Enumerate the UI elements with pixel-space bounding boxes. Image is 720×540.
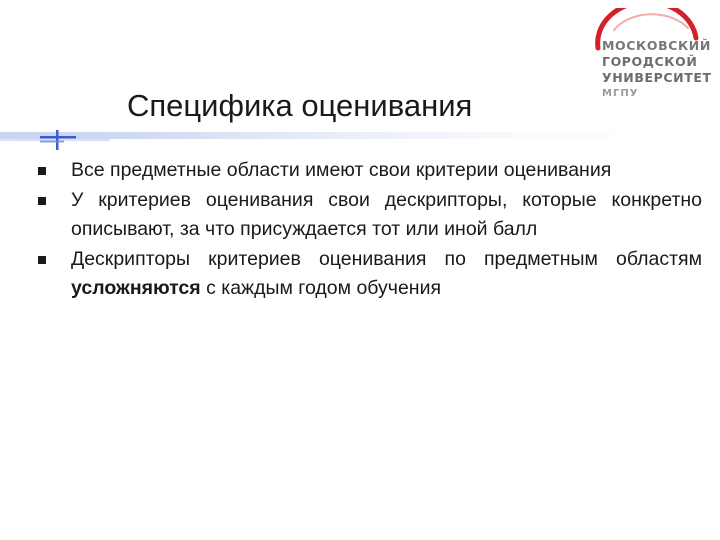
slide-title: Специфика оценивания	[127, 88, 473, 123]
bullet-text-bold: усложняются	[71, 277, 201, 299]
logo-line-1: МОСКОВСКИЙ	[602, 38, 711, 53]
bullet-square-icon	[38, 197, 46, 205]
list-item	[38, 186, 702, 245]
university-logo	[584, 8, 712, 120]
title-divider	[0, 130, 720, 150]
bullet-list	[38, 156, 702, 304]
bullet-text-after: с каждым годом обучения	[200, 277, 442, 299]
logo-line-2: ГОРОДСКОЙ	[602, 54, 698, 69]
logo-line-3: УНИВЕРСИТЕТ	[602, 70, 712, 85]
bullet-text	[71, 248, 702, 300]
bullet-text-before: Дескрипторы критериев оценивания по предметным областям	[71, 247, 702, 270]
logo-text	[602, 38, 712, 102]
list-item	[38, 245, 702, 304]
bullet-text: Все предметные области имеют свои критерии оценивания	[71, 159, 612, 181]
logo-line-4: МГПУ	[602, 88, 639, 99]
bullet-text: У критериев оценивания свои дескрипторы, которые конкретно описывают, за что присуждается тот или иной балл	[71, 188, 702, 240]
list-item	[38, 156, 702, 186]
bullet-square-icon	[38, 167, 46, 175]
bullet-square-icon	[38, 256, 46, 264]
